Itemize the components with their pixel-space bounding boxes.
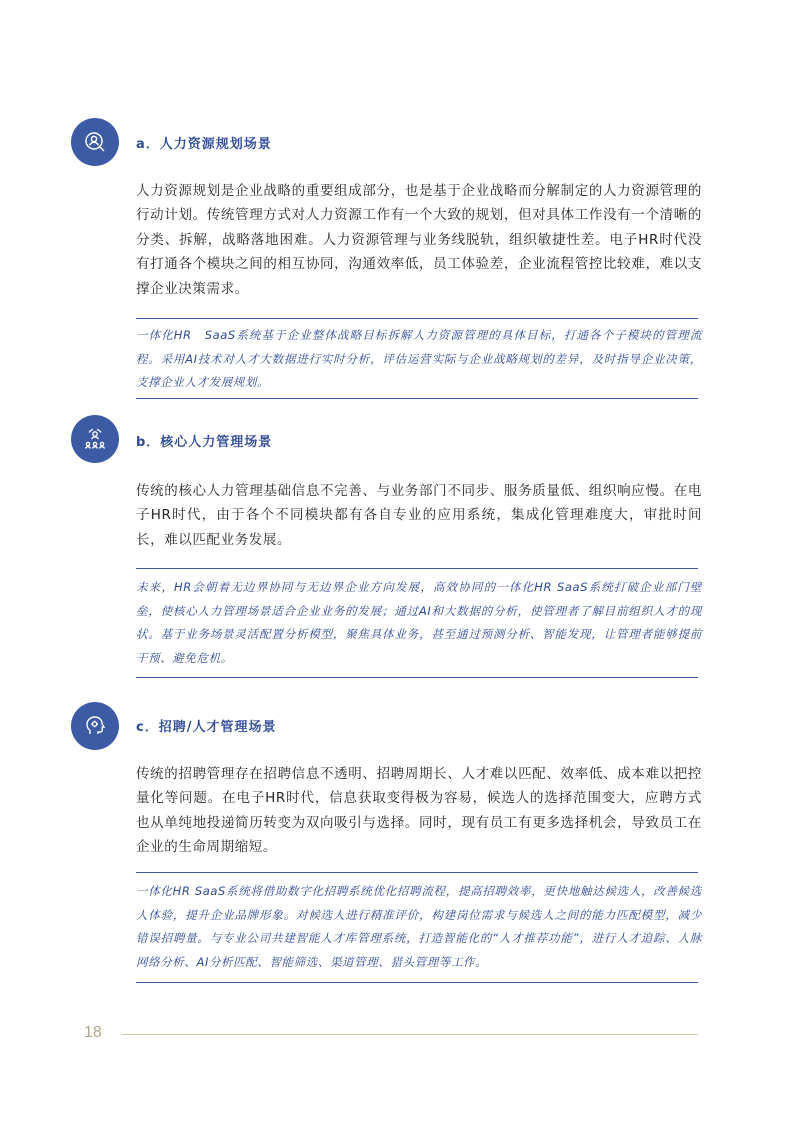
section-a-callout-top-rule — [136, 318, 698, 319]
section-b-icon-badge — [71, 415, 119, 463]
section-c-callout: 一体化HR SaaS系统将借助数字化招聘系统优化招聘流程，提高招聘效率，更快地触达候选人，改善候选人体验，提升企业品牌形象。对候选人进行精准评价，构建岗位需求与候选人之间的能力匹配模型，减少错误招聘量。与专业公司共建智能人才库管理系统，打造智能化的“人才推荐功能”，进行人才追踪、人脉网络分析、AI分析匹配、智能筛选、渠道管理、猎头管理等工作。 — [136, 884, 702, 969]
section-a-callout-bottom-rule — [136, 398, 698, 399]
section-a-icon-badge — [71, 118, 119, 166]
section-b-callout-top-rule — [136, 568, 698, 569]
section-c-icon-badge — [71, 702, 119, 750]
section-b-callout-bottom-rule — [136, 677, 698, 678]
footer-rule — [122, 1034, 698, 1035]
team-network-icon — [82, 426, 108, 452]
section-b-body: 传统的核心人力管理基础信息不完善、与业务部门不同步、服务质量低、组织响应慢。在电子HR时代，由于各个不同模块都有各自专业的应用系统，集成化管理难度大，审批时间长，难以匹配业务发展。 — [136, 483, 702, 548]
section-c-heading: c．招聘/人才管理场景 — [136, 720, 277, 735]
person-search-icon — [82, 129, 108, 155]
section-a-heading: a．人力资源规划场景 — [136, 137, 272, 152]
section-b-heading: b．核心人力管理场景 — [136, 435, 273, 450]
page-number: 18 — [84, 1024, 102, 1041]
section-a-callout: 一体化HR SaaS系统基于企业整体战略目标拆解人力资源管理的具体目标，打通各个子模块的管理流程。采用AI技术对人才大数据进行实时分析，评估运营实际与企业战略规划的差异，及时指导企业决策，支撑企业人才发展规划。 — [136, 328, 702, 390]
section-c-callout-top-rule — [136, 872, 698, 873]
section-c-callout-bottom-rule — [136, 982, 698, 983]
head-gear-icon — [82, 713, 108, 739]
section-c-body: 传统的招聘管理存在招聘信息不透明、招聘周期长、人才难以匹配、效率低、成本难以把控量化等问题。在电子HR时代，信息获取变得极为容易，候选人的选择范围变大，应聘方式也从单纯地投递简历转变为双向吸引与选择。同时，现有员工有更多选择机会，导致员工在企业的生命周期缩短。 — [136, 766, 702, 856]
section-b-callout: 未来，HR会朝着无边界协同与无边界企业方向发展，高效协同的一体化HR SaaS系统打破企业部门壁垒，使核心人力管理场景适合企业业务的发展；通过AI和大数据的分析，使管理者了解目前组织人才的现状。基于业务场景灵活配置分析模型，聚焦具体业务，甚至通过预测分析、智能发现，让管理者能够提前干预、避免危机。 — [136, 580, 702, 665]
section-a-body: 人力资源规划是企业战略的重要组成部分，也是基于企业战略而分解制定的人力资源管理的行动计划。传统管理方式对人力资源工作有一个大致的规划，但对具体工作没有一个清晰的分类、拆解，战略落地困难。人力资源管理与业务线脱轨，组织敏捷性差。电子HR时代没有打通各个模块之间的相互协同，沟通效率低，员工体验差，企业流程管控比较难，难以支撑企业决策需求。 — [136, 183, 702, 297]
